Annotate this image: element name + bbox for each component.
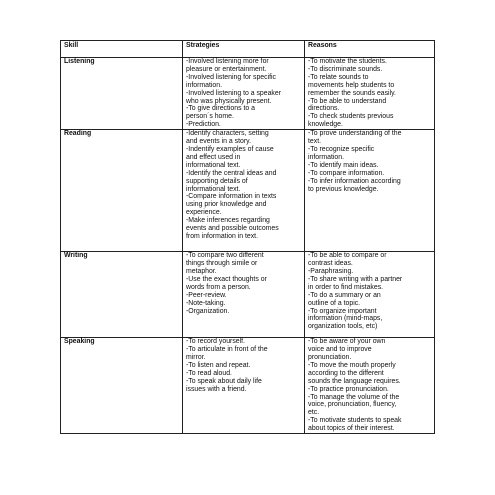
strategies-line: person´s home.	[186, 113, 234, 121]
strategies-line: -Identify characters, setting	[186, 130, 269, 138]
reasons-line: outline of a topic.	[308, 299, 361, 307]
reasons-line: according to the different	[308, 369, 384, 377]
column-header-reasons: Reasons	[305, 41, 435, 58]
strategies-line: -Involved listening more for	[186, 58, 269, 65]
column-header-strategies: Strategies	[183, 41, 305, 58]
reasons-line: -To be aware of your own	[308, 338, 386, 346]
strategies-line: -To articulate in front of the	[186, 346, 268, 354]
reasons-cell	[305, 130, 435, 252]
strategies-line: who was physically present.	[186, 97, 272, 105]
strategies-line: events and possible outcomes	[186, 225, 279, 233]
strategies-line: using prior knowledge and	[186, 201, 267, 209]
strategies-line: -Prediction.	[186, 121, 221, 129]
reasons-line: voice, pronunciation, fluency,	[308, 401, 397, 409]
reasons-line: information (mind-maps,	[308, 315, 383, 323]
table-row	[61, 58, 435, 130]
reasons-cell	[305, 58, 435, 130]
skill-cell: Speaking	[61, 338, 183, 434]
table-row	[61, 130, 435, 252]
reasons-line: -To be able to understand	[308, 97, 387, 105]
strategies-line: -To give directions to a	[186, 105, 255, 113]
reasons-line: -To practice pronunciation.	[308, 385, 389, 393]
reasons-line: -To be able to compare or	[308, 252, 387, 260]
strategies-line: and effect used in	[186, 153, 241, 161]
strategies-line: -To read aloud.	[186, 369, 232, 377]
strategies-line: -Peer-review.	[186, 291, 227, 299]
strategies-line: -Involved listening to a speaker	[186, 89, 281, 97]
strategies-line: -Make inferences regarding	[186, 217, 270, 225]
reasons-line: -To identify main ideas.	[308, 161, 379, 169]
reasons-line: -To relate sounds to	[308, 73, 369, 81]
reasons-line: remember the sounds easily.	[308, 89, 396, 97]
reasons-line: about topics of their interest.	[308, 425, 395, 433]
reasons-line: -To share writing with a partner	[308, 275, 403, 283]
column-header-skill: Skill	[61, 41, 183, 58]
strategies-line: informational text.	[186, 161, 241, 169]
reasons-line: text.	[308, 138, 322, 146]
reasons-line: -To recognize specific	[308, 145, 375, 153]
reasons-line: -To organize important	[308, 307, 377, 315]
table-row	[61, 338, 435, 434]
strategies-cell	[183, 252, 305, 338]
strategies-line: -To speak about daily life	[186, 377, 262, 385]
reasons-line: to previous knowledge.	[308, 185, 379, 193]
strategies-line: -To record yourself.	[186, 338, 245, 346]
strategies-line: -To compare two different	[186, 252, 264, 260]
reasons-line: information.	[308, 153, 345, 161]
reasons-line: organization tools, etc)	[308, 323, 378, 331]
skill-cell: Reading	[61, 130, 183, 252]
strategies-line: from information in text.	[186, 232, 258, 240]
reasons-line: directions.	[308, 105, 340, 113]
reasons-line: -To check students previous	[308, 113, 394, 121]
strategies-line: -Identify the central ideas and	[186, 169, 277, 177]
reasons-line: sounds the language requires.	[308, 377, 401, 385]
reasons-line: pronunciation.	[308, 353, 352, 361]
strategies-line: metaphor.	[186, 267, 217, 275]
reasons-line: -To compare information.	[308, 169, 385, 177]
reasons-line: -To infer information according	[308, 177, 401, 185]
reasons-cell	[305, 338, 435, 434]
reasons-line: in order to find mistakes.	[308, 283, 384, 291]
strategies-line: -Involved listening for specific	[186, 73, 277, 81]
reasons-line: -To discriminate sounds.	[308, 65, 383, 73]
reasons-line: -To motivate the students.	[308, 58, 387, 65]
table-row	[61, 252, 435, 338]
reasons-line: voice and to improve	[308, 346, 372, 354]
strategies-line: -Compare information in texts	[186, 193, 277, 201]
reasons-line: contrast ideas.	[308, 260, 353, 268]
reasons-line: knowledge.	[308, 121, 343, 129]
reasons-line: -To manage the volume of the	[308, 393, 400, 401]
strategies-cell	[183, 58, 305, 130]
strategies-line: -Use the exact thoughts or	[186, 275, 267, 283]
strategies-line: issues with a friend.	[186, 385, 247, 393]
reasons-line: etc.	[308, 409, 320, 417]
strategies-line: things through simile or	[186, 260, 258, 268]
skill-cell: Listening	[61, 58, 183, 130]
strategies-line: pleasure or entertainment.	[186, 65, 267, 73]
strategies-line: -Indentify examples of cause	[186, 145, 274, 153]
table-body	[61, 58, 435, 434]
reasons-line: -To prove understanding of the	[308, 130, 402, 138]
strategies-cell	[183, 130, 305, 252]
strategies-line: and events in a story.	[186, 138, 251, 146]
reasons-cell	[305, 252, 435, 338]
strategies-line: supporting details of	[186, 177, 248, 185]
reasons-line: movements help students to	[308, 81, 395, 89]
reasons-line: -To move the mouth properly	[308, 361, 396, 369]
strategies-line: words from a person.	[186, 283, 251, 291]
strategies-cell	[183, 338, 305, 434]
strategies-line: information.	[186, 81, 223, 89]
strategies-line: experience.	[186, 209, 222, 217]
reasons-line: -Paraphrasing.	[308, 267, 354, 275]
skill-cell: Writing	[61, 252, 183, 338]
strategies-line: mirror.	[186, 353, 206, 361]
strategies-line: -To listen and repeat.	[186, 361, 251, 369]
reasons-line: -To do a summary or an	[308, 291, 381, 299]
table-header-row	[61, 41, 435, 58]
strategies-line: -Note-taking.	[186, 299, 226, 307]
reasons-line: -To motivate students to speak	[308, 417, 402, 425]
strategies-line: informational text.	[186, 185, 241, 193]
strategies-line: -Organization.	[186, 307, 230, 315]
skills-table	[60, 40, 435, 434]
